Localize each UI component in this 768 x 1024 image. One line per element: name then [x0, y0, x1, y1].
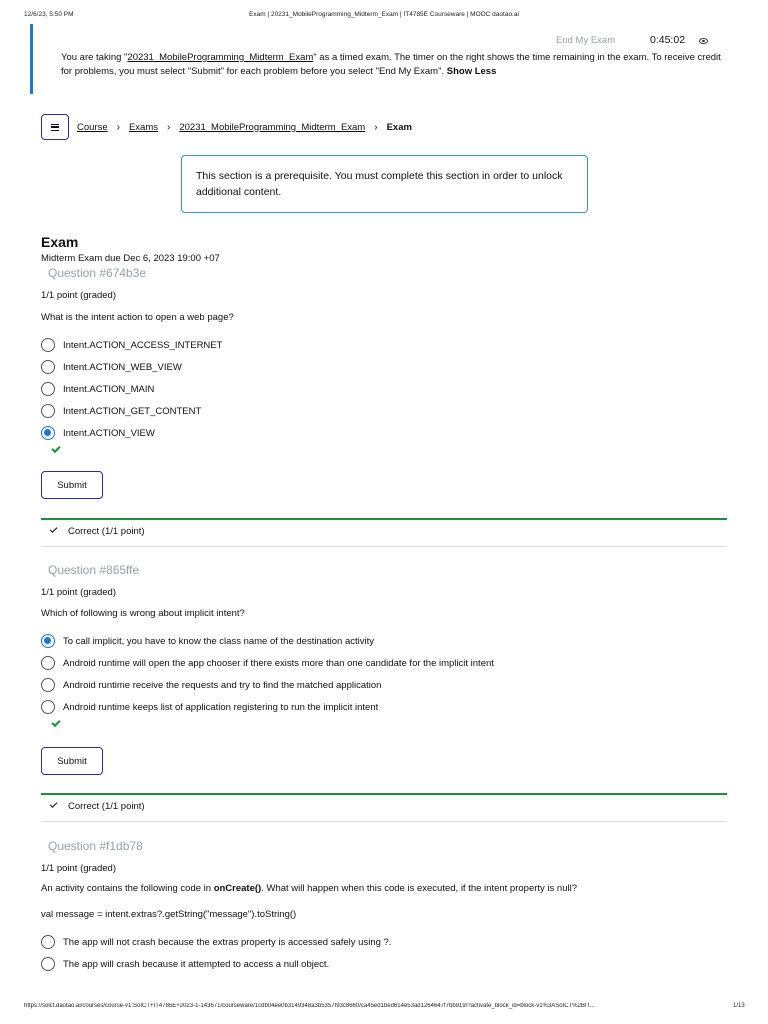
answer-option[interactable]	[41, 655, 494, 671]
option-label: The app will crash because it attempted to access a null object.	[63, 958, 330, 970]
question-id: Question #674b3e	[48, 266, 147, 280]
radio-button[interactable]	[41, 338, 55, 352]
breadcrumb-exam-name[interactable]: 20231_MobileProgramming_Midterm_Exam	[179, 121, 366, 133]
option-label: Intent.ACTION_WEB_VIEW	[63, 361, 182, 373]
answer-option[interactable]	[41, 934, 391, 950]
question-text: What is the intent action to open a web page?	[41, 312, 234, 323]
exam-name-link[interactable]: 20231_MobileProgramming_Midterm_Exam	[127, 52, 314, 63]
correct-check-icon	[51, 444, 60, 453]
answer-option[interactable]	[41, 403, 201, 419]
show-less-button[interactable]: Show Less	[446, 66, 497, 77]
message-text-before: You are taking "	[61, 52, 128, 63]
radio-button[interactable]	[41, 700, 55, 714]
result-text: Correct (1/1 point)	[68, 801, 145, 812]
code-snippet: val message = intent.extras?.getString("message").toString()	[41, 909, 297, 920]
exam-timer: 0:45:02	[650, 34, 686, 46]
radio-button[interactable]	[41, 656, 55, 670]
answer-option[interactable]	[41, 381, 154, 397]
question-points: 1/1 point (graded)	[41, 587, 116, 598]
result-text: Correct (1/1 point)	[68, 526, 145, 537]
option-label: Android runtime receive the requests and try to find the matched application	[63, 679, 382, 691]
submit-button[interactable]: Submit	[41, 747, 103, 775]
chevron-right-icon: ›	[116, 121, 120, 133]
page-title: Exam	[41, 234, 79, 250]
answer-option-selected[interactable]	[41, 425, 155, 441]
end-exam-button[interactable]: End My Exam	[556, 35, 616, 46]
question-code-term: onCreate()	[213, 883, 262, 894]
check-icon	[50, 800, 58, 808]
option-label: Intent.ACTION_ACCESS_INTERNET	[63, 339, 223, 351]
due-date: Midterm Exam due Dec 6, 2023 19:00 +07	[41, 253, 220, 264]
option-label: Android runtime will open the app chooser if there exists more than one candidate for the implicit intent	[63, 657, 494, 669]
check-icon	[50, 525, 58, 533]
question-text-before: An activity contains the following code in	[41, 883, 214, 894]
question-text: Which of following is wrong about implicit intent?	[41, 608, 245, 619]
eye-icon[interactable]	[699, 38, 708, 44]
question-id: Question #f1db78	[48, 839, 143, 853]
exam-timer-banner	[30, 24, 730, 94]
hamburger-menu-icon	[51, 124, 59, 131]
question-block	[41, 266, 727, 546]
breadcrumb	[77, 122, 412, 133]
chevron-right-icon: ›	[167, 121, 171, 133]
question-block	[41, 563, 727, 823]
page-number: 1/13	[733, 1003, 745, 1009]
radio-button[interactable]	[41, 957, 55, 971]
breadcrumb-current: Exam	[386, 121, 412, 133]
question-points: 1/1 point (graded)	[41, 290, 116, 301]
question-points: 1/1 point (graded)	[41, 863, 116, 874]
timed-exam-message	[61, 51, 731, 79]
question-text	[41, 883, 727, 894]
answer-option[interactable]	[41, 677, 381, 693]
result-status	[41, 518, 727, 547]
correct-check-icon	[51, 718, 60, 727]
answer-option[interactable]	[41, 699, 378, 715]
message-text-after: " as a timed exam. The timer on the right shows the time remaining in the exam. To receive credit for problems, you must select "Submit" for each problem before you select "End My Exam".	[61, 52, 721, 77]
submit-button[interactable]: Submit	[41, 471, 103, 499]
radio-button[interactable]	[41, 382, 55, 396]
radio-button[interactable]	[41, 678, 55, 692]
answer-option[interactable]	[41, 337, 222, 353]
option-label: Intent.ACTION_GET_CONTENT	[63, 405, 202, 417]
navigation-row	[41, 114, 412, 140]
question-text-after: . What will happen when this code is executed, if the intent property is null?	[261, 883, 577, 894]
page-url: https://solct.daotao.ai/courses/course-v1:SoICT+IT4785E+2023-1-143671/courseware/1cdb04ee0b3149348a3b5357f93c8660/ca45ed1bed614e53ad1264647f7bb919/?activate_block_id=block-v1%3ASoICT%2BIT...	[24, 1003, 595, 1009]
prerequisite-notice: This section is a prerequisite. You must complete this section in order to unlock additional content.	[181, 155, 588, 213]
option-label: Intent.ACTION_MAIN	[63, 383, 155, 395]
breadcrumb-exams[interactable]: Exams	[128, 121, 159, 133]
result-status	[41, 793, 727, 822]
course-menu-button[interactable]	[41, 114, 69, 140]
question-id: Question #865ffe	[48, 563, 140, 577]
radio-button[interactable]	[41, 935, 55, 949]
option-label: To call implicit, you have to know the class name of the destination activity	[63, 635, 375, 647]
radio-button-checked[interactable]	[41, 426, 55, 440]
print-datetime: 12/6/23, 5:50 PM	[24, 11, 74, 18]
print-page-title: Exam | 20231_MobileProgramming_Midterm_Exam | IT4785E Courseware | MOOC daotao.ai	[249, 11, 519, 18]
radio-button[interactable]	[41, 360, 55, 374]
radio-button-checked[interactable]	[41, 634, 55, 648]
chevron-right-icon: ›	[374, 121, 378, 133]
option-label: Android runtime keeps list of application registering to run the implicit intent	[63, 701, 379, 713]
answer-option[interactable]	[41, 359, 182, 375]
radio-button[interactable]	[41, 404, 55, 418]
answer-option-selected[interactable]	[41, 633, 374, 649]
breadcrumb-course[interactable]: Course	[77, 121, 108, 133]
option-label: The app will not crash because the extras property is accessed safely using ?.	[63, 936, 392, 948]
answer-option[interactable]	[41, 956, 329, 972]
option-label: Intent.ACTION_VIEW	[63, 427, 155, 439]
question-block	[41, 839, 727, 979]
